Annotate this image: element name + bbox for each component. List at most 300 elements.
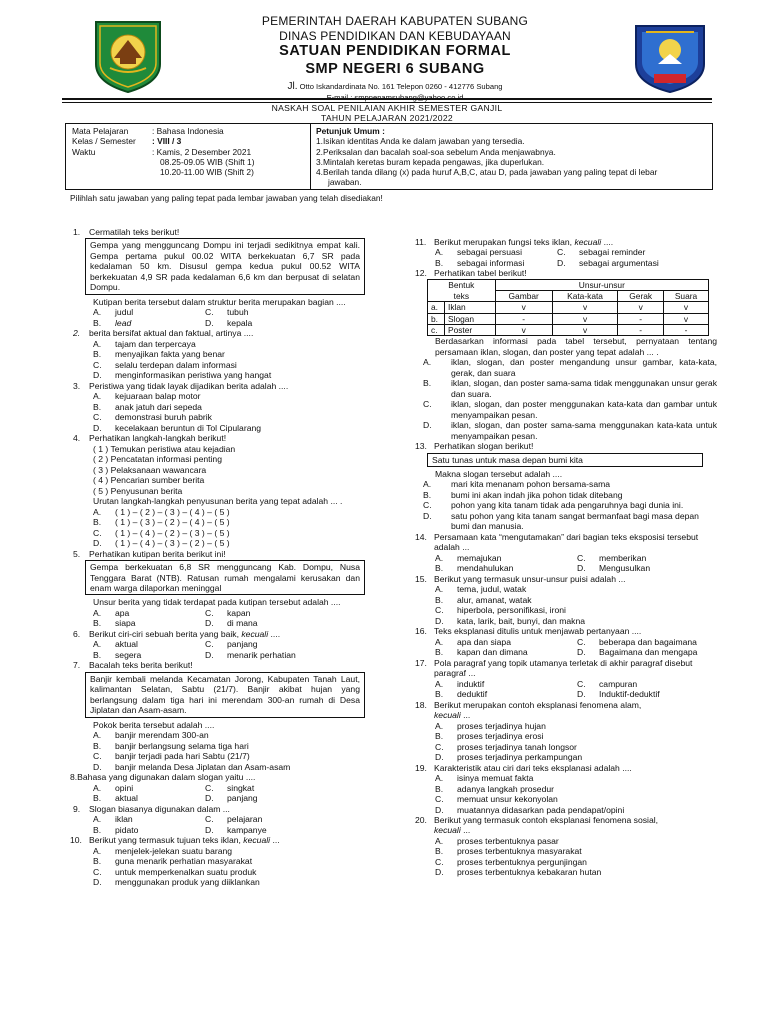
text-left-q6-opts-0-1: aktual <box>115 639 138 650</box>
text-left-q6-stem: Berikut ciri-ciri sebuah berita yang baik, <box>89 628 239 639</box>
text-left-q6-opts-1-1: segera <box>115 649 142 660</box>
text-left-q4-steps-3: ( 4 ) Pencarian sumber berita <box>93 475 205 486</box>
text-right-q18-opts-1-0: B. <box>435 731 444 742</box>
question-4 <box>73 433 373 548</box>
text-right-q12-table-rows-1-3: v <box>552 313 618 324</box>
regency-emblem-icon <box>90 18 166 94</box>
q3-stem: Peristiwa yang tidak layak dijadikan berita adalah .... <box>89 380 289 391</box>
text-right-q15-opts-2-1: hiperbola, personifikasi, ironi <box>457 605 566 616</box>
text-right-q16-opts-1-2: D. <box>577 647 586 658</box>
text-left-q3-n: 3. <box>73 380 81 391</box>
text-right-q16-opts-1-1: kapan dan dimana <box>457 647 528 658</box>
text-left-q3-opts-0-1: kejuaraan balap motor <box>115 391 201 402</box>
text-left-q7-opts-2-1: banjir terjadi pada hari Sabtu (21/7) <box>115 751 250 762</box>
text-left-q7-opts-3-0: D. <box>93 761 102 772</box>
text-right-q18-opts-3-1: proses terjadinya perkampungan <box>457 752 583 763</box>
text-left-q4-opts-0-1: ( 1 ) – ( 2 ) – ( 3 ) – ( 4 ) – ( 5 ) <box>115 506 230 517</box>
text-right-q12-n: 12. <box>415 268 427 279</box>
logo-subang-regency <box>90 18 166 94</box>
text-left-q9-opts-0-3: pelajaran <box>227 814 263 825</box>
text-right-q16-opts-0-2: C. <box>577 636 586 647</box>
text-right-q15-opts-0-0: A. <box>435 584 444 595</box>
text-right-q12-table-cols-1: Kata-kata <box>552 291 618 302</box>
label-subject: Mata Pelajaran <box>72 126 129 136</box>
question-19 <box>415 763 717 815</box>
label-class: Kelas / Semester <box>72 136 136 147</box>
text-right-q14-stem: Persamaan kata “mengutamakan” dari bagian teks eksposisi tersebut adalah ... <box>434 531 699 553</box>
text-left-q9-opts-0-0: A. <box>93 814 102 825</box>
text-right-q15-opts-0-1: tema, judul, watak <box>457 584 527 595</box>
text-right-q12-table-rows-0-2: v <box>495 302 552 313</box>
q4-stem: Perhatikan langkah-langkah berikut! <box>89 433 227 444</box>
q4-prompt: Urutan langkah-langkah penyusunan berita yang tepat adalah ... . <box>93 496 343 507</box>
text-right-q12-table-rows-2-2: v <box>495 324 552 335</box>
exam-year: TAHUN PELAJARAN 2021/2022 <box>320 113 453 124</box>
text-left-q4-opts-3-0: D. <box>93 538 102 549</box>
text-left-q9-opts-1-0: B. <box>93 824 102 835</box>
q5-prompt: Unsur berita yang tidak terdapat pada kutipan tersebut adalah .... <box>93 597 341 608</box>
question-3 <box>73 381 373 433</box>
text-left-q6-opts-0-2: C. <box>205 639 214 650</box>
text-left-q6-opts-0-3: panjang <box>227 639 258 650</box>
table-row <box>428 313 709 324</box>
text-right-q20-opts-0-0: A. <box>435 835 444 846</box>
logo-smpn6 <box>632 20 708 94</box>
q1-passage: Gempa yang mengguncang Dompu ini terjadi sedikitnya empat kali. Gempa pertama pukul 00.02 WITA berkekuatan 6,7 SR pada kedalaman 50 km. Disusul gempa kedua pukul 00.52 WITA berkekuatan 4,9 SR pada kedalaman 6,6 km dan berpusat di selatan Dompu. <box>85 238 365 294</box>
text-right-q12-table-cols-2: Gerak <box>618 291 664 302</box>
text-right-q19-opts-1-0: B. <box>435 783 444 794</box>
question-1 <box>73 227 373 328</box>
petunjuk-4-cont: jawaban. <box>328 177 362 188</box>
text-right-q15-stem: Berikut yang termasuk unsur-unsur puisi adalah ... <box>434 573 626 584</box>
text-left-q5-opts-1-2: D. <box>205 618 214 629</box>
text-left-q1-opts-0-3: tubuh <box>227 307 249 318</box>
text-right-q15-opts-1-1: alur, amanat, watak <box>457 594 532 605</box>
text-left-q3-opts-1-0: B. <box>93 401 102 412</box>
text-right-q12-table-rows-0-1: Iklan <box>445 302 496 313</box>
petunjuk-3: 3.Mintalah keretas buram kepada pengawas, jika duperlukan. <box>316 156 545 167</box>
text-right-q12-table-rows-1-2: - <box>495 313 552 324</box>
label-time: Waktu <box>72 146 96 157</box>
text-right-q16-opts-0-0: A. <box>435 636 444 647</box>
text-left-q4-steps-2: ( 3 ) Pelaksanaan wawancara <box>93 464 207 475</box>
q1-row-1 <box>73 307 373 317</box>
text-right-q12-stem: Perhatikan tabel berikut! <box>434 268 527 279</box>
question-2 <box>73 328 373 380</box>
q7-stem: Bacalah teks berita berikut! <box>89 660 193 671</box>
text-left-q5-opts-1-3: di mana <box>227 618 258 629</box>
text-left-q2-n: 2. <box>73 328 81 339</box>
text-right-q12-table-rows-1-5: v <box>664 313 709 324</box>
text-left-q2-opts-0-0: A. <box>93 338 102 349</box>
petunjuk-2: 2.Periksalan dan bacalah soal-soa sebelum Anda menjawabnya. <box>316 146 556 157</box>
text-right-q13-opts-2-1: pohon yang kita tanam tidak ada pengaruhnya bagi dunia ini. <box>451 500 684 511</box>
text-right-q12-table-h2: teks <box>428 291 496 302</box>
text-left-q4-opts-2-1: ( 1 ) – ( 4 ) – ( 2 ) – ( 3 ) – ( 5 ) <box>115 527 230 538</box>
text-right-q12-table-cols-3: Suara <box>664 291 709 302</box>
petunjuk-4: 4.Berilah tanda dilang (x) pada huruf A,B,C, atau D, pada jawaban yang paling tepat di lebar <box>316 167 658 177</box>
text-left-q8-opts-1-1: aktual <box>115 793 138 804</box>
text-right-q18-stem_end: ... <box>463 710 471 721</box>
text-left-q4-opts-0-0: A. <box>93 506 102 517</box>
text-left-q8-opts-1-0: B. <box>93 793 102 804</box>
text-left-q9-stem: Slogan biasanya digunakan dalam ... <box>89 803 230 814</box>
question-13 <box>415 441 717 532</box>
table-row <box>428 324 709 335</box>
text-right-q12-opts-1-0: B. <box>423 378 432 389</box>
text-right-q12-table-rows-0-5: v <box>664 302 709 313</box>
text-right-q17-opts-0-1: induktif <box>457 678 485 689</box>
text-left-q6-opts-1-2: D. <box>205 649 214 660</box>
text-left-q7-opts-2-0: C. <box>93 751 102 762</box>
text-right-q15-opts-2-0: C. <box>435 605 444 616</box>
text-right-q16-opts-0-3: beberapa dan bagaimana <box>599 636 697 647</box>
text-right-q12-table-rows-2-3: v <box>552 324 618 335</box>
question-17 <box>415 658 717 700</box>
text-right-q18-opts-0-1: proses terjadinya hujan <box>457 720 546 731</box>
text-left-q1-opts-1-1: lead <box>115 317 132 328</box>
text-left-q8-opts-0-0: A. <box>93 782 102 793</box>
text-right-q17-opts-0-2: C. <box>577 678 586 689</box>
text-right-q17-opts-1-2: D. <box>577 689 586 700</box>
text-right-q19-opts-3-0: D. <box>435 804 444 815</box>
text-left-q1-opts-0-2: C. <box>205 307 214 318</box>
text-left-q10-opts-3-1: menggunakan produk yang diiklankan <box>115 877 260 888</box>
q7-prompt: Pokok berita tersebut adalah .... <box>93 719 215 730</box>
text-left-q9-n: 9. <box>73 803 81 814</box>
shift-2: 10.20-11.00 WIB (Shift 2) <box>160 167 254 177</box>
info-left <box>72 126 302 177</box>
text-left-q10-n: 10. <box>70 835 82 846</box>
text-left-q9-opts-0-1: iklan <box>115 814 133 825</box>
question-14 <box>415 532 717 574</box>
text-right-q12-opts-3-1: iklan, slogan, dan poster sama-sama menggunakan kata-kata untuk menyampaikan pesan. <box>451 420 717 441</box>
text-left-q1-opts-0-0: A. <box>93 307 102 318</box>
text-right-q17-opts-1-1: deduktif <box>457 689 488 700</box>
text-right-q20-opts-3-1: proses terbentuknya kebakaran hutan <box>457 867 602 878</box>
question-11 <box>415 237 717 268</box>
text-right-q13-opts-1-1: bumi ini akan indah jika pohon tidak ditebang <box>451 489 623 500</box>
text-right-q13-opts-1-0: B. <box>423 489 432 500</box>
text-left-q10-opts-2-0: C. <box>93 866 102 877</box>
text-left-q8-opts-0-1: opini <box>115 782 134 793</box>
left-column <box>70 227 373 888</box>
text-left-q5-opts-1-0: B. <box>93 618 102 629</box>
question-12 <box>415 268 717 441</box>
text-left-q9-opts-1-2: D. <box>205 824 214 835</box>
text-left-q8-opts-1-3: panjang <box>227 793 258 804</box>
question-10 <box>70 835 373 887</box>
text-right-q14-opts-1-2: D. <box>577 563 586 574</box>
text-right-q11-opts-1-1: sebagai informasi <box>457 257 525 268</box>
question-7 <box>73 660 373 772</box>
text-right-q11-opts-1-0: B. <box>435 257 444 268</box>
question-20 <box>415 815 717 878</box>
text-right-q17-stem: Pola paragraf yang topik utamanya terletak di akhir paragraf disebut paragraf ... <box>434 657 693 679</box>
text-left-q4-n: 4. <box>73 433 81 444</box>
text-left-q10-opts-1-0: B. <box>93 856 102 867</box>
gov-name: PEMERINTAH DAERAH KABUPATEN SUBANG <box>261 14 529 28</box>
q1-stem: Cermatilah teks berikut! <box>89 227 180 237</box>
text-left-q7-opts-1-1: banjir berlangsung selama tiga hari <box>115 740 249 751</box>
text-right-q16-opts-1-0: B. <box>435 647 444 658</box>
text-right-q18-stem: Berikut merupakan contoh eksplanasi fenomena alam, <box>434 699 642 710</box>
q5-passage: Gempa berkekuatan 6,8 SR mengguncang Kab. Dompu, Nusa Tenggara Barat (NTB). Ratusan rumah mengalami kerusakan dan enam warga dilaporkan meninggal <box>85 560 365 595</box>
text-right-q12-table-rows-0-4: v <box>618 302 664 313</box>
text-right-q12-opts-2-1: iklan, slogan, dan poster menggunakan kata-kata dan gambar untuk menyampaikan pesan. <box>451 399 717 420</box>
text-left-q2-opts-0-1: tajam dan terpercaya <box>115 338 196 349</box>
text-left-q3-opts-3-0: D. <box>93 422 102 433</box>
text-right-q14-opts-1-3: Mengusulkan <box>599 563 651 574</box>
text-right-q12-table-rows-2-4: - <box>618 324 664 335</box>
text-left-q1-opts-0-1: judul <box>115 307 134 318</box>
text-right-q13-opts-2-0: C. <box>423 500 432 511</box>
q13-prompt: Makna slogan tersebut adalah .... <box>435 469 563 479</box>
text-right-q11-opts-0-3: sebagai reminder <box>579 247 646 258</box>
text-left-q5-n: 5. <box>73 548 81 559</box>
text-right-q13-n: 13. <box>415 441 427 452</box>
text-left-q10-opts-3-0: D. <box>93 877 102 888</box>
text-left-q7-opts-1-0: B. <box>93 740 102 751</box>
text-right-q12-table-rows-2-0: c. <box>428 324 445 335</box>
text-left-q4-steps-0: ( 1 ) Temukan peristiwa atau kejadian <box>93 443 236 454</box>
text-right-q11-opts-1-3: sebagai argumentasi <box>579 257 659 268</box>
text-right-q14-opts-0-1: memajukan <box>457 552 502 563</box>
text-right-q18-stem_it: kecuali <box>434 710 461 721</box>
text-right-q12-table-rows-1-4: - <box>618 313 664 324</box>
text-left-q4-opts-1-1: ( 1 ) – ( 3 ) – ( 2 ) – ( 4 ) – ( 5 ) <box>115 517 230 528</box>
text-left-q10-opts-0-0: A. <box>93 845 102 856</box>
text-left-q7-opts-0-1: banjir merendam 300-an <box>115 730 209 741</box>
question-5 <box>73 549 373 629</box>
text-right-q20-opts-3-0: D. <box>435 867 444 878</box>
text-right-q15-opts-3-0: D. <box>435 615 444 626</box>
value-time: : Kamis, 2 Desember 2021 <box>152 146 252 157</box>
text-left-q10-stem: Berikut yang termasuk tujuan teks iklan, <box>89 835 241 846</box>
text-right-q15-n: 15. <box>415 573 427 584</box>
text-left-q10-stem_end: ... <box>272 835 280 846</box>
text-left-q2-opts-2-0: C. <box>93 359 102 370</box>
text-left-q9-opts-0-2: C. <box>205 814 214 825</box>
text-left-q6-opts-1-0: B. <box>93 649 102 660</box>
text-right-q14-opts-1-1: mendahulukan <box>457 563 514 574</box>
text-right-q19-opts-2-1: memuat unsur kekonyolan <box>457 794 558 805</box>
school-name: SMP NEGERI 6 SUBANG <box>305 60 485 77</box>
text-left-q4-opts-1-0: B. <box>93 517 102 528</box>
text-left-q9-opts-1-1: pidato <box>115 824 139 835</box>
text-right-q14-opts-1-0: B. <box>435 563 444 574</box>
q5-stem: Perhatikan kutipan berita berikut ini! <box>89 548 226 559</box>
text-left-q4-opts-3-1: ( 1 ) – ( 4 ) – ( 3 ) – ( 2 ) – ( 5 ) <box>115 538 230 549</box>
text-right-q11-opts-0-0: A. <box>435 247 444 258</box>
info-right <box>316 126 708 188</box>
text-right-q12-table-rows-0-3: v <box>552 302 618 313</box>
text-right-q19-opts-3-1: muatannya didasarkan pada pendapat/opini <box>457 804 625 815</box>
text-right-q13-stem: Perhatikan slogan berikut! <box>434 441 534 452</box>
petunjuk-1: 1.Isikan identitas Anda ke dalam jawaban yang tersedia. <box>316 136 525 147</box>
text-right-q20-opts-2-1: proses terbentuknya pergunjingan <box>457 856 587 867</box>
text-right-q17-opts-1-0: B. <box>435 689 444 700</box>
school-address: Otto Iskandardinata No. 161 Telepon 0260 - 412776 Subang <box>299 81 503 91</box>
text-left-q2-opts-3-0: D. <box>93 370 102 381</box>
text-left-q3-opts-0-0: A. <box>93 391 102 402</box>
text-left-q8-opts-0-2: C. <box>205 782 214 793</box>
text-right-q12-table-h1: Bentuk <box>428 279 496 290</box>
text-right-q12-opts-1-1: iklan, slogan, dan poster sama-sama tidak menggunakan unsur gerak dan suara. <box>451 378 717 399</box>
text-left-q1-opts-1-2: D. <box>205 317 214 328</box>
petunjuk-title: Petunjuk Umum : <box>316 126 385 136</box>
text-right-q11-stem_end: .... <box>603 237 614 247</box>
value-class: : VIII / 3 <box>152 136 182 147</box>
text-right-q12-table-rows-0-0: a. <box>428 302 445 313</box>
question-18 <box>415 700 717 763</box>
text-left-q10-opts-1-1: guna menarik perhatian masyarakat <box>115 856 253 867</box>
question-8 <box>70 772 373 803</box>
text-left-q4-steps-1: ( 2 ) Pencatatan informasi penting <box>93 454 222 465</box>
text-left-q2-opts-1-1: menyajikan fakta yang benar <box>115 349 225 360</box>
text-right-q12-opts-0-1: iklan, slogan, dan poster mengandung unsur gambar, kata-kata, gerak, dan suara <box>451 357 717 378</box>
text-right-q16-opts-1-3: Bagaimana dan mengapa <box>599 647 698 658</box>
school-emblem-icon <box>632 20 708 94</box>
text-right-q17-opts-0-0: A. <box>435 678 444 689</box>
text-right-q15-opts-1-0: B. <box>435 594 444 605</box>
shift-1: 08.25-09.05 WIB (Shift 1) <box>160 156 255 167</box>
text-right-q18-opts-2-0: C. <box>435 741 444 752</box>
text-left-q2-opts-3-1: menginformasikan peristiwa yang hangat <box>115 370 272 381</box>
text-right-q11-n: 11. <box>415 237 427 247</box>
q1-row-2 <box>73 318 373 328</box>
info-table <box>65 123 713 190</box>
text-right-q14-opts-0-2: C. <box>577 552 586 563</box>
text-left-q4-opts-2-0: C. <box>93 527 102 538</box>
q13-slogan: Satu tunas untuk masa depan bumi kita <box>427 453 703 467</box>
school-email: E-mail : smpnenamsubang@yahoo.co.id <box>326 92 464 102</box>
text-right-q19-opts-1-1: adanya langkah prosedur <box>457 783 554 794</box>
text-left-q5-opts-0-0: A. <box>93 607 102 618</box>
text-right-q20-opts-2-0: C. <box>435 856 444 867</box>
q1-prompt: Kutipan berita tersebut dalam struktur berita merupakan bagian .... <box>93 296 346 307</box>
text-left-q1-n: 1. <box>73 227 81 237</box>
text-right-q16-n: 16. <box>415 626 427 637</box>
text-right-q12-opts-2-0: C. <box>423 399 432 410</box>
office-name: DINAS PENDIDIKAN DAN KEBUDAYAAN <box>279 28 511 43</box>
text-left-q10-stem_it: kecuali <box>243 835 271 846</box>
unsur-table <box>427 279 709 336</box>
text-right-q17-n: 17. <box>415 657 427 668</box>
text-left-q3-opts-3-1: kecelakaan beruntun di Tol Cipularang <box>115 422 262 433</box>
address-prefix: Jl. <box>287 80 298 92</box>
value-subject: : Bahasa Indonesia <box>152 126 224 136</box>
text-right-q20-n: 20. <box>415 814 427 825</box>
text-left-q6-n: 6. <box>73 628 81 639</box>
text-right-q14-opts-0-3: memberikan <box>599 552 647 563</box>
info-divider <box>310 124 311 189</box>
question-6 <box>73 629 373 660</box>
text-right-q16-stem: Teks eksplanasi ditulis untuk menjawab pertanyaan .... <box>434 626 642 637</box>
question-9 <box>73 804 373 835</box>
text-left-q1-opts-1-0: B. <box>93 317 102 328</box>
text-right-q12-table-rows-1-0: b. <box>428 313 445 324</box>
text-left-q5-opts-0-3: kapan <box>227 607 251 618</box>
text-left-q2-opts-1-0: B. <box>93 349 102 360</box>
text-left-q8-stem: Bahasa yang digunakan dalam slogan yaitu .... <box>77 772 256 783</box>
text-right-q19-opts-2-0: C. <box>435 794 444 805</box>
q7-passage: Banjir kembali melanda Kecamatan Jorong, Kabupaten Tanah Laut, kalimantan Selatan, Sabtu (21/7). Banjir akibat hujan yang berlangsung dalam tiga hari ini merendam 300-an rumah di Desa Jiplatan dan Asam-asam. <box>85 672 365 718</box>
text-right-q12-table-cols-0: Gambar <box>495 291 552 302</box>
text-left-q2-opts-2-1: selalu terdepan dalam informasi <box>115 359 237 370</box>
text-right-q15-opts-3-1: kata, larik, bait, bunyi, dan makna <box>457 615 586 626</box>
text-left-q8-opts-1-2: D. <box>205 793 214 804</box>
text-right-q12-table-unsur: Unsur-unsur <box>495 279 708 290</box>
text-left-q10-opts-0-1: menjelek-jelekan suatu barang <box>115 845 233 856</box>
text-right-q20-opts-1-1: proses terbentuknya masyarakat <box>457 846 582 857</box>
text-right-q20-opts-0-1: proses terbentuknya pasar <box>457 835 559 846</box>
text-right-q12-opts-3-0: D. <box>423 420 432 431</box>
table-row <box>428 302 709 313</box>
text-right-q19-opts-0-1: isinya memuat fakta <box>457 773 534 784</box>
text-right-q20-opts-1-0: B. <box>435 846 444 857</box>
q2-stem: berita bersifat aktual dan faktual, artinya .... <box>89 328 254 339</box>
text-right-q12-table-rows-1-1: Slogan <box>445 313 496 324</box>
text-right-q11-opts-0-1: sebagai persuasi <box>457 247 522 258</box>
text-right-q20-stem_end: ... <box>463 825 471 836</box>
text-left-q3-opts-1-1: anak jatuh dari sepeda <box>115 401 202 412</box>
text-right-q12-table-rows-2-5: - <box>664 324 709 335</box>
question-16 <box>415 626 717 657</box>
text-left-q7-opts-3-1: banjir melanda Desa Jiplatan dan Asam-asam <box>115 761 291 772</box>
text-right-q18-opts-2-1: proses terjadinya tanah longsor <box>457 741 577 752</box>
text-left-q8-opts-0-3: singkat <box>227 782 255 793</box>
text-left-q3-opts-2-1: demonstrasi buruh pabrik <box>115 412 212 423</box>
text-left-q1-opts-1-3: kepala <box>227 317 253 328</box>
exam-title: NASKAH SOAL PENILAIAN AKHIR SEMESTER GANJIL <box>271 103 503 113</box>
text-right-q13-opts-0-0: A. <box>423 479 432 490</box>
text-left-q5-opts-0-2: C. <box>205 607 214 618</box>
text-right-q11-stem_it: kecuali <box>574 237 602 247</box>
text-left-q6-opts-1-3: menarik perhatian <box>227 649 296 660</box>
right-column <box>415 237 717 878</box>
text-right-q18-opts-3-0: D. <box>435 752 444 763</box>
text-left-q4-steps-4: ( 5 ) Penyusunan berita <box>93 485 183 496</box>
text-left-q6-opts-0-0: A. <box>93 639 102 650</box>
text-right-q16-opts-0-1: apa dan siapa <box>457 636 511 647</box>
text-right-q11-opts-0-2: C. <box>557 247 566 258</box>
text-left-q7-n: 7. <box>73 660 81 671</box>
instruction: Pilihlah satu jawaban yang paling tepat pada lembar jawaban yang telah disediakan! <box>70 193 383 203</box>
text-right-q17-opts-1-3: Induktif-deduktif <box>599 689 660 700</box>
text-right-q20-stem: Berikut yang termasuk contoh eksplanasi fenomena sosial, <box>434 814 659 825</box>
text-left-q10-opts-2-1: untuk memperkenalkan suatu produk <box>115 866 257 877</box>
text-left-q5-opts-1-1: siapa <box>115 618 136 629</box>
text-right-q19-opts-0-0: A. <box>435 773 444 784</box>
text-right-q20-stem_it: kecuali <box>434 825 461 836</box>
text-right-q19-stem: Karakteristik atau ciri dari teks eksplanasi adalah .... <box>434 762 632 773</box>
text-left-q6-stem_end: .... <box>270 628 281 639</box>
text-right-q13-opts-3-0: D. <box>423 510 432 521</box>
text-right-q14-n: 14. <box>415 531 427 542</box>
text-right-q12-table-rows-2-1: Poster <box>445 324 496 335</box>
text-right-q18-opts-1-1: proses terjadinya erosi <box>457 731 544 742</box>
text-right-q11-stem: Berikut merupakan fungsi teks iklan, <box>434 237 573 247</box>
text-right-q18-opts-0-0: A. <box>435 720 444 731</box>
text-right-q13-opts-0-1: mari kita menanam pohon bersama-sama <box>451 479 611 490</box>
unit-name: SATUAN PENDIDIKAN FORMAL <box>279 43 511 60</box>
text-right-q17-opts-0-3: campuran <box>599 678 638 689</box>
text-right-q11-opts-1-2: D. <box>557 257 566 268</box>
text-left-q8-n: 8. <box>70 772 78 783</box>
text-left-q6-stem_it: kecuali <box>241 628 269 639</box>
question-15 <box>415 574 717 626</box>
